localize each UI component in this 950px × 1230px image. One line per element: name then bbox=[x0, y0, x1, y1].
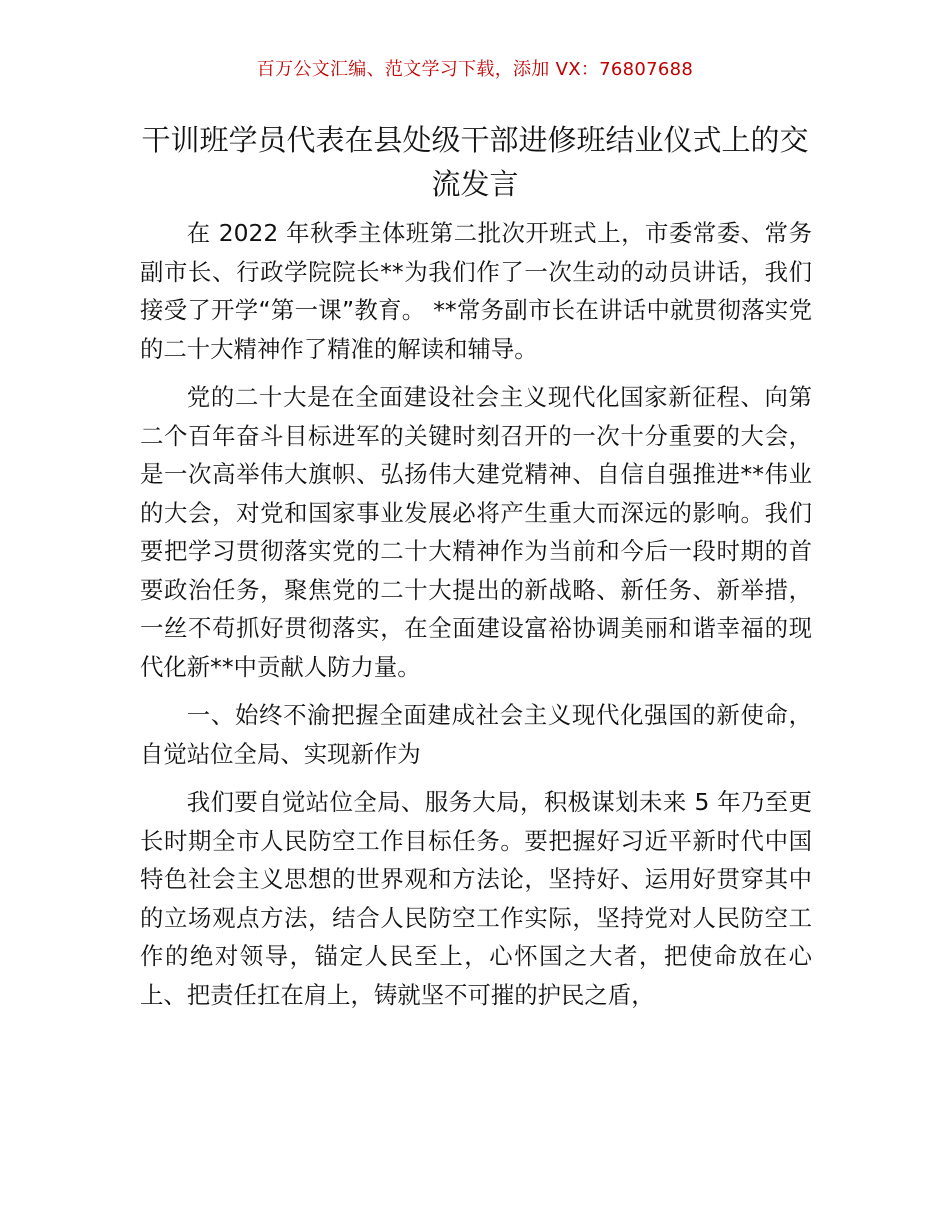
section-heading-1: 一、始终不渝把握全面建成社会主义现代化强国的新使命，自觉站位全局、实现新作为 bbox=[140, 701, 812, 768]
paragraph-3: 我们要自觉站位全局、服务大局，积极谋划未来 5 年乃至更长时期全市人民防空工作目标任务。要把握好习近平新时代中国特色社会主义思想的世界观和方法论，坚持好、运用好贯穿其中的立场观点方法，结合人民防空工作实际，坚持党对人民防空工作的绝对领导，锚定人民至上，心怀国之大者，把使命放在心上、把责任扛在肩上，铸就坚不可摧的护民之盾， bbox=[140, 788, 812, 1009]
document-body bbox=[140, 214, 812, 1024]
header-watermark-note: 百万公文汇编、范文学习下载，添加 VX：76807688 bbox=[256, 59, 694, 80]
document-title: 干训班学员代表在县处级干部进修班结业仪式上的交流发言 bbox=[141, 123, 809, 201]
paragraph-1: 在 2022 年秋季主体班第二批次开班式上，市委常委、常务副市长、行政学院院长**为我们作了一次生动的动员讲话，我们接受了开学“第一课”教育。 **常务副市长在讲话中就贯彻落实党的二十大精神作了精准的解读和辅导。 bbox=[140, 219, 812, 363]
paragraph-2: 党的二十大是在全面建设社会主义现代化国家新征程、向第二个百年奋斗目标进军的关键时刻召开的一次十分重要的大会，是一次高举伟大旗帜、弘扬伟大建党精神、自信自强推进**伟业的大会，对党和国家事业发展必将产生重大而深远的影响。我们要把学习贯彻落实党的二十大精神作为当前和今后一段时期的首要政治任务，聚焦党的二十大提出的新战略、新任务、新举措，一丝不苟抓好贯彻落实，在全面建设富裕协调美丽和谐幸福的现代化新**中贡献人防力量。 bbox=[140, 383, 812, 681]
